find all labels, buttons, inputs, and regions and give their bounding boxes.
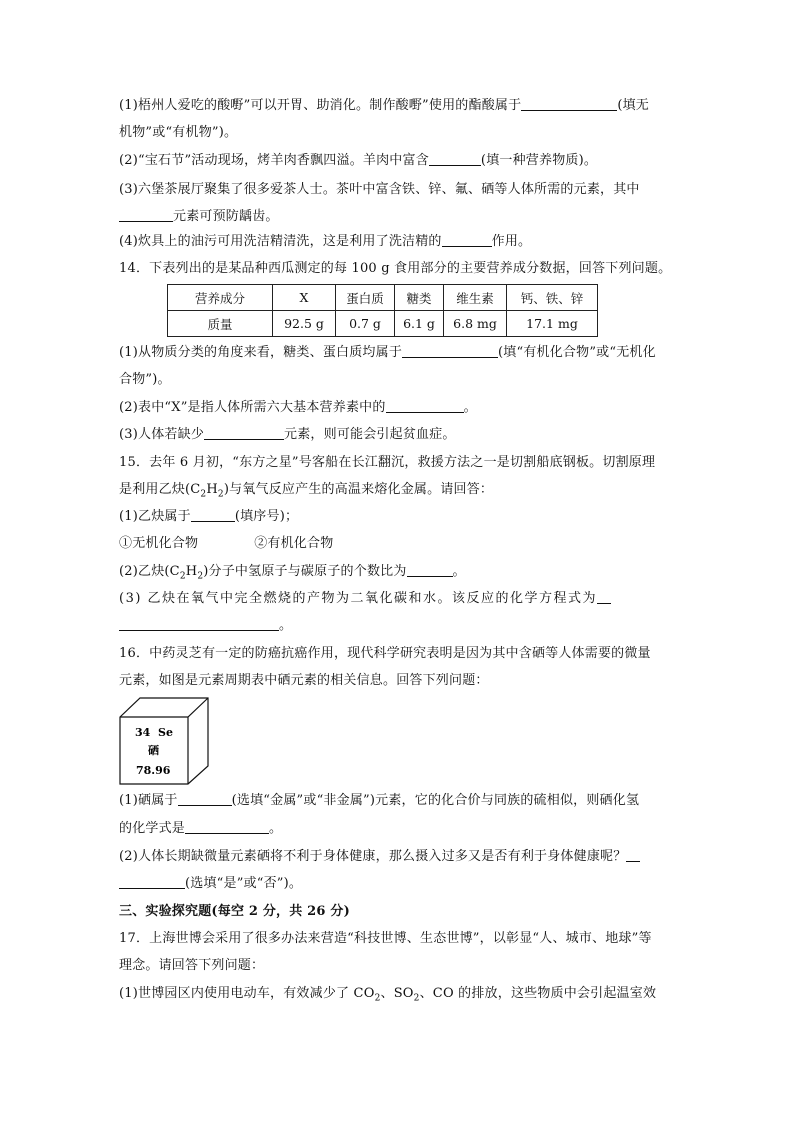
q16-intro-line1: 16．中药灵芝有一定的防癌抗癌作用，现代科学研究表明是因为其中含硒等人体需要的微量 [119, 646, 651, 661]
q13-item4: (4)炊具上的油污可用洗洁精清洗，这是利用了洗洁精的 作用。 [119, 234, 532, 249]
option-2: ②有机化合物 [254, 536, 334, 551]
q13-item3-line1: (3)六堡茶展厅聚集了很多爱茶人士。茶叶中富含铁、锌、氟、硒等人体所需的元素，其中 [119, 182, 640, 197]
answer-blank[interactable] [597, 590, 611, 604]
q14-item3: (3)人体若缺少 元素，则可能会引起贫血症。 [119, 427, 456, 442]
q14-item1-line1: (1)从物质分类的角度来看，糖类、蛋白质均属于 (填“有机化合物”或“无机化 [119, 345, 656, 360]
table-header-row [168, 285, 598, 311]
table-cell: 92.5 g [273, 311, 336, 337]
nutrition-table [167, 284, 598, 337]
answer-blank[interactable] [442, 233, 492, 247]
answer-blank[interactable] [185, 820, 269, 834]
table-header-cell: 蛋白质 [336, 285, 395, 311]
table-cell: 质量 [168, 311, 273, 337]
q15-item3-line1: (3) 乙炔在氧气中完全燃烧的产物为二氧化碳和水。该反应的化学方程式为 [119, 590, 679, 608]
option-1: ①无机化合物 [119, 536, 199, 551]
q15-intro-line1: 15．去年 6 月初，“东方之星”号客船在长江翻沉，救援方法之一是切割船底钢板。切割原理 [119, 455, 656, 470]
table-cell: 0.7 g [336, 311, 395, 337]
table-row [168, 311, 598, 337]
table-cell: 6.1 g [395, 311, 444, 337]
section-title: 三、实验探究题(每空 2 分，共 26 分) [119, 904, 350, 919]
selenium-element-card [119, 697, 211, 785]
q13-item2: (2)“宝石节”活动现场，烤羊肉香飘四溢。羊肉中富含 (填一种营养物质)。 [119, 153, 598, 168]
answer-blank[interactable] [429, 152, 481, 166]
q13-item1-line2: 机物”或“有机物”)。 [119, 125, 238, 140]
answer-blank[interactable] [178, 792, 232, 806]
answer-blank[interactable] [626, 848, 640, 862]
answer-blank[interactable] [119, 617, 279, 631]
table-cell: 17.1 mg [507, 311, 598, 337]
table-header-cell: 糖类 [395, 285, 444, 311]
answer-blank[interactable] [191, 508, 235, 522]
answer-blank[interactable] [407, 563, 453, 577]
q17-intro-line1: 17．上海世博会采用了很多办法来营造“科技世博、生态世博”，以彰显“人、城市、地球”等 [119, 931, 652, 946]
q15-item3-line2: 。 [119, 617, 679, 635]
atomic-number: 34 [135, 726, 151, 739]
q15-intro-line2: 是利用乙炔$(C_2H_2)$与氧气反应产生的高温来熔化金属。请回答： [119, 482, 494, 500]
q13-item3-line2: 元素可预防龋齿。 [119, 208, 679, 226]
table-header-cell: 钙、铁、锌 [507, 285, 598, 311]
q16-item1-line2: 的化学式是 。 [119, 821, 283, 836]
answer-blank[interactable] [521, 97, 617, 111]
q14-item2: (2)表中“X”是指人体所需六大基本营养素中的 。 [119, 400, 477, 415]
table-header-cell: X [273, 285, 336, 311]
q13-item1-line1: (1)梧州人爱吃的酸嘢”可以开胃、助消化。制作酸嘢”使用的酯酸属于 (填无 [119, 98, 649, 113]
answer-blank[interactable] [204, 426, 284, 440]
q16-item2-line1: (2)人体长期缺微量元素硒将不利于身体健康，那么摄入过多又是否有利于身体健康呢？ [119, 848, 679, 866]
q16-item2-line2: (选填“是”或“否”)。 [119, 875, 679, 893]
q15-options [119, 535, 679, 553]
element-symbol: Se [158, 726, 173, 739]
answer-blank[interactable] [386, 399, 464, 413]
answer-blank[interactable] [402, 344, 498, 358]
q15-item1: (1)乙炔属于 (填序号)； [119, 509, 299, 524]
answer-blank[interactable] [119, 875, 185, 889]
answer-blank[interactable] [119, 208, 173, 222]
q16-item1-line1: (1)硒属于 (选填“金属”或“非金属”)元素，它的化合价与同族的硫相似，则硒化氢 [119, 793, 640, 808]
q17-intro-line2: 理念。请回答下列问题： [119, 958, 265, 973]
table-header-cell: 维生素 [444, 285, 507, 311]
atomic-mass: 78.96 [136, 764, 171, 777]
q14-item1-line2: 合物”)。 [119, 372, 171, 387]
table-cell: 6.8 mg [444, 311, 507, 337]
q17-item1: (1)世博园区内使用电动车，有效减少了 $CO_2$、$SO_2$、CO 的排放，这些物质中会引起温室效 [119, 986, 657, 1004]
q16-intro-line2: 元素，如图是元素周期表中硒元素的相关信息。回答下列问题： [119, 673, 489, 688]
element-name: 硒 [148, 744, 159, 757]
table-header-cell: 营养成分 [168, 285, 273, 311]
q15-item2: (2)乙炔$(C_2H_2)$分子中氢原子与碳原子的个数比为 。 [119, 564, 466, 582]
q14-intro: 14．下表列出的是某品种西瓜测定的每 100 g 食用部分的主要营养成分数据，回答下列问题。 [119, 261, 672, 276]
